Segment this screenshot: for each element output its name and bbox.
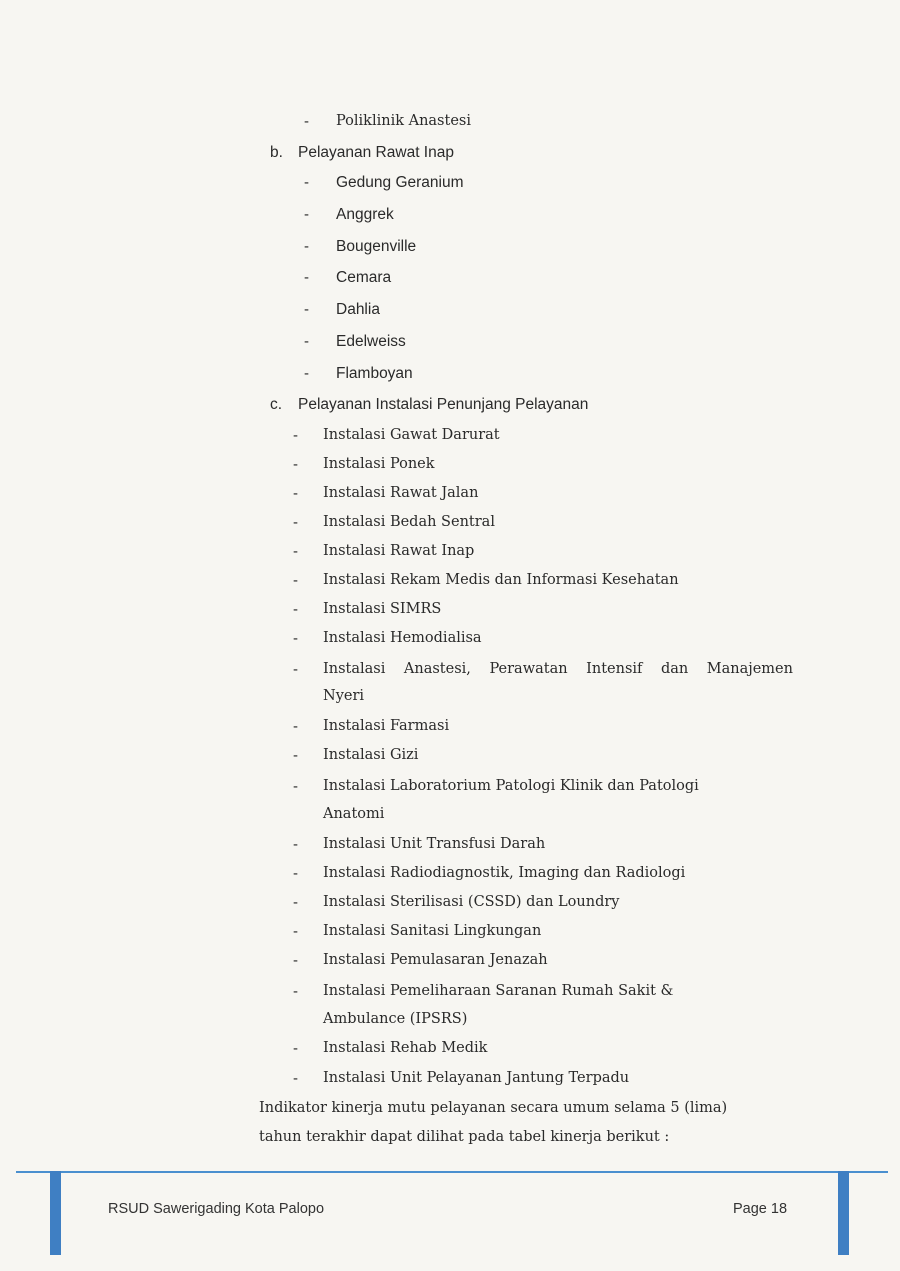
list-bullet: - [293, 1070, 298, 1087]
list-bullet: - [293, 601, 298, 618]
list-bullet: - [304, 174, 309, 191]
list-bullet: - [293, 661, 298, 678]
list-bullet: - [293, 572, 298, 589]
list-item: Instalasi Sterilisasi (CSSD) dan Loundry [323, 894, 620, 910]
paragraph-line: Indikator kinerja mutu pelayanan secara umum selama 5 (lima) [259, 1100, 728, 1116]
list-bullet: - [304, 206, 309, 223]
list-bullet: - [293, 718, 298, 735]
footer-right-bar [838, 1171, 849, 1255]
page-number: Page 18 [733, 1201, 788, 1217]
list-bullet: - [304, 365, 309, 382]
list-item: Poliklinik Anastesi [336, 113, 471, 129]
list-bullet: - [304, 301, 309, 318]
section-title: Pelayanan Rawat Inap [298, 144, 454, 161]
section-marker: b. [270, 144, 283, 161]
list-item: Instalasi Pemeliharaan Saranan Rumah Sakit & [323, 983, 674, 999]
list-item: Instalasi Anastesi, Perawatan Intensif dan Manajemen [323, 661, 793, 677]
list-item: Flamboyan [336, 365, 413, 382]
list-item: Instalasi SIMRS [323, 601, 442, 617]
list-item: Cemara [336, 269, 392, 286]
list-item-continuation: Nyeri [323, 688, 365, 704]
list-bullet: - [293, 923, 298, 940]
list-bullet: - [293, 778, 298, 795]
list-item: Instalasi Farmasi [323, 718, 450, 734]
list-item: Instalasi Pemulasaran Jenazah [323, 952, 548, 968]
list-item: Instalasi Rehab Medik [323, 1040, 488, 1056]
list-bullet: - [304, 333, 309, 350]
list-item: Instalasi Sanitasi Lingkungan [323, 923, 542, 939]
list-bullet: - [293, 543, 298, 560]
list-bullet: - [304, 269, 309, 286]
list-bullet: - [293, 865, 298, 882]
list-bullet: - [293, 747, 298, 764]
list-bullet: - [304, 113, 309, 130]
list-bullet: - [293, 952, 298, 969]
list-item-continuation: Anatomi [323, 806, 385, 822]
list-bullet: - [293, 836, 298, 853]
list-item: Anggrek [336, 206, 394, 223]
list-item: Edelweiss [336, 333, 406, 350]
list-item: Gedung Geranium [336, 174, 464, 191]
list-item: Instalasi Rawat Inap [323, 543, 475, 559]
list-item: Instalasi Gizi [323, 747, 419, 763]
list-bullet: - [293, 456, 298, 473]
paragraph-line: tahun terakhir dapat dilihat pada tabel kinerja berikut : [259, 1129, 670, 1145]
list-item: Instalasi Laboratorium Patologi Klinik dan Patologi [323, 778, 699, 794]
list-item: Instalasi Bedah Sentral [323, 514, 495, 530]
list-bullet: - [293, 894, 298, 911]
list-item: Instalasi Ponek [323, 456, 435, 472]
list-bullet: - [293, 983, 298, 1000]
section-marker: c. [270, 396, 283, 413]
list-item: Instalasi Unit Pelayanan Jantung Terpadu [323, 1070, 630, 1086]
list-bullet: - [293, 485, 298, 502]
list-bullet: - [293, 427, 298, 444]
list-item: Bougenville [336, 238, 417, 255]
list-item: Instalasi Hemodialisa [323, 630, 482, 646]
list-item: Instalasi Gawat Darurat [323, 427, 500, 443]
footer-left-bar [50, 1171, 61, 1255]
footer-left-text: RSUD Sawerigading Kota Palopo [108, 1201, 325, 1217]
list-item: Instalasi Radiodiagnostik, Imaging dan Radiologi [323, 865, 686, 881]
list-item-justified [323, 661, 793, 677]
list-bullet: - [293, 1040, 298, 1057]
section-title: Pelayanan Instalasi Penunjang Pelayanan [298, 396, 589, 413]
list-item: Instalasi Unit Transfusi Darah [323, 836, 546, 852]
list-bullet: - [293, 630, 298, 647]
list-item-continuation: Ambulance (IPSRS) [323, 1011, 468, 1027]
list-item: Instalasi Rekam Medis dan Informasi Kesehatan [323, 572, 679, 588]
list-item: Dahlia [336, 301, 380, 318]
list-bullet: - [304, 238, 309, 255]
list-bullet: - [293, 514, 298, 531]
list-item: Instalasi Rawat Jalan [323, 485, 479, 501]
footer-rule [16, 1171, 888, 1173]
